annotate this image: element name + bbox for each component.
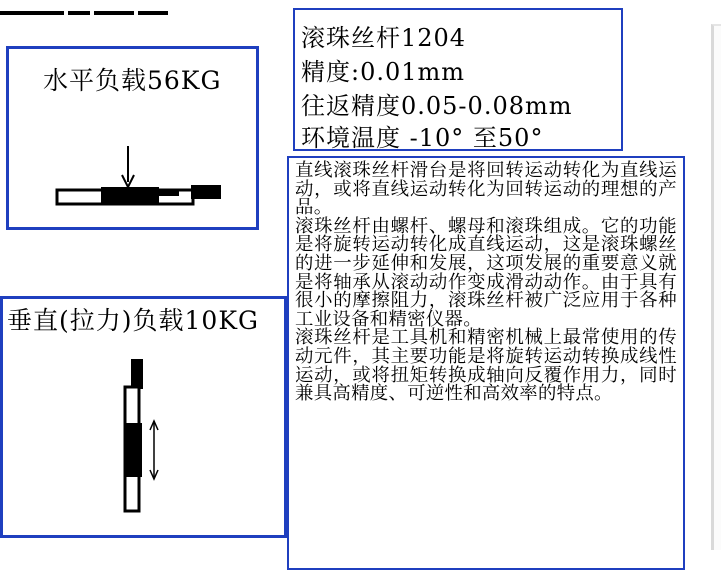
vertical-load-panel: [0, 296, 287, 538]
spec-repeat-precision: 往返精度0.05-0.08mm: [301, 92, 573, 120]
motor-block: [131, 359, 143, 389]
description-panel: [287, 156, 685, 570]
motor-block: [191, 185, 221, 199]
horizontal-load-title: 水平负载56KG: [43, 66, 222, 95]
horizontal-load-panel: [6, 46, 259, 230]
screw-shaft: [159, 191, 179, 196]
vertical-slide-diagram: [3, 299, 290, 541]
horizontal-slide-diagram: [9, 49, 262, 233]
description-paragraph: 滚珠丝杆是工具机和精密机械上最常使用的传动元件，其主要功能是将旋转运动转换成线性运动，或将扭矩转换成轴向反覆作用力，同时兼具高精度、可逆性和高效率的特点。: [295, 327, 677, 405]
spec-model: 滚珠丝杆1204: [301, 24, 467, 52]
carriage-block: [126, 423, 142, 477]
spec-precision: 精度:0.01mm: [301, 58, 466, 86]
description-paragraph: 滚珠丝杆由螺杆、螺母和滚珠组成。它的功能是将旋转运动转化成直线运动，这是滚珠螺丝的进一步延伸和发展，这项发展的重要意义就是将轴承从滚动动作变成滑动动作。由于具有很小的摩擦阻力，滚珠丝杆被广泛应用于各种工业设备和精密仪器。: [295, 215, 677, 330]
description-paragraph: 直线滚珠丝杆滑台是将回转运动转化为直线运动，或将直线运动转化为回转运动的理想的产品。: [295, 160, 677, 219]
specs-panel: [293, 8, 623, 151]
cropped-text-strip: [0, 0, 200, 6]
vertical-load-title: 垂直(拉力)负载10KG: [7, 306, 259, 335]
carriage-block: [101, 187, 159, 203]
adjacent-panel-edge: [711, 24, 721, 550]
spec-temperature: 环境温度 -10° 至50°: [301, 124, 544, 152]
